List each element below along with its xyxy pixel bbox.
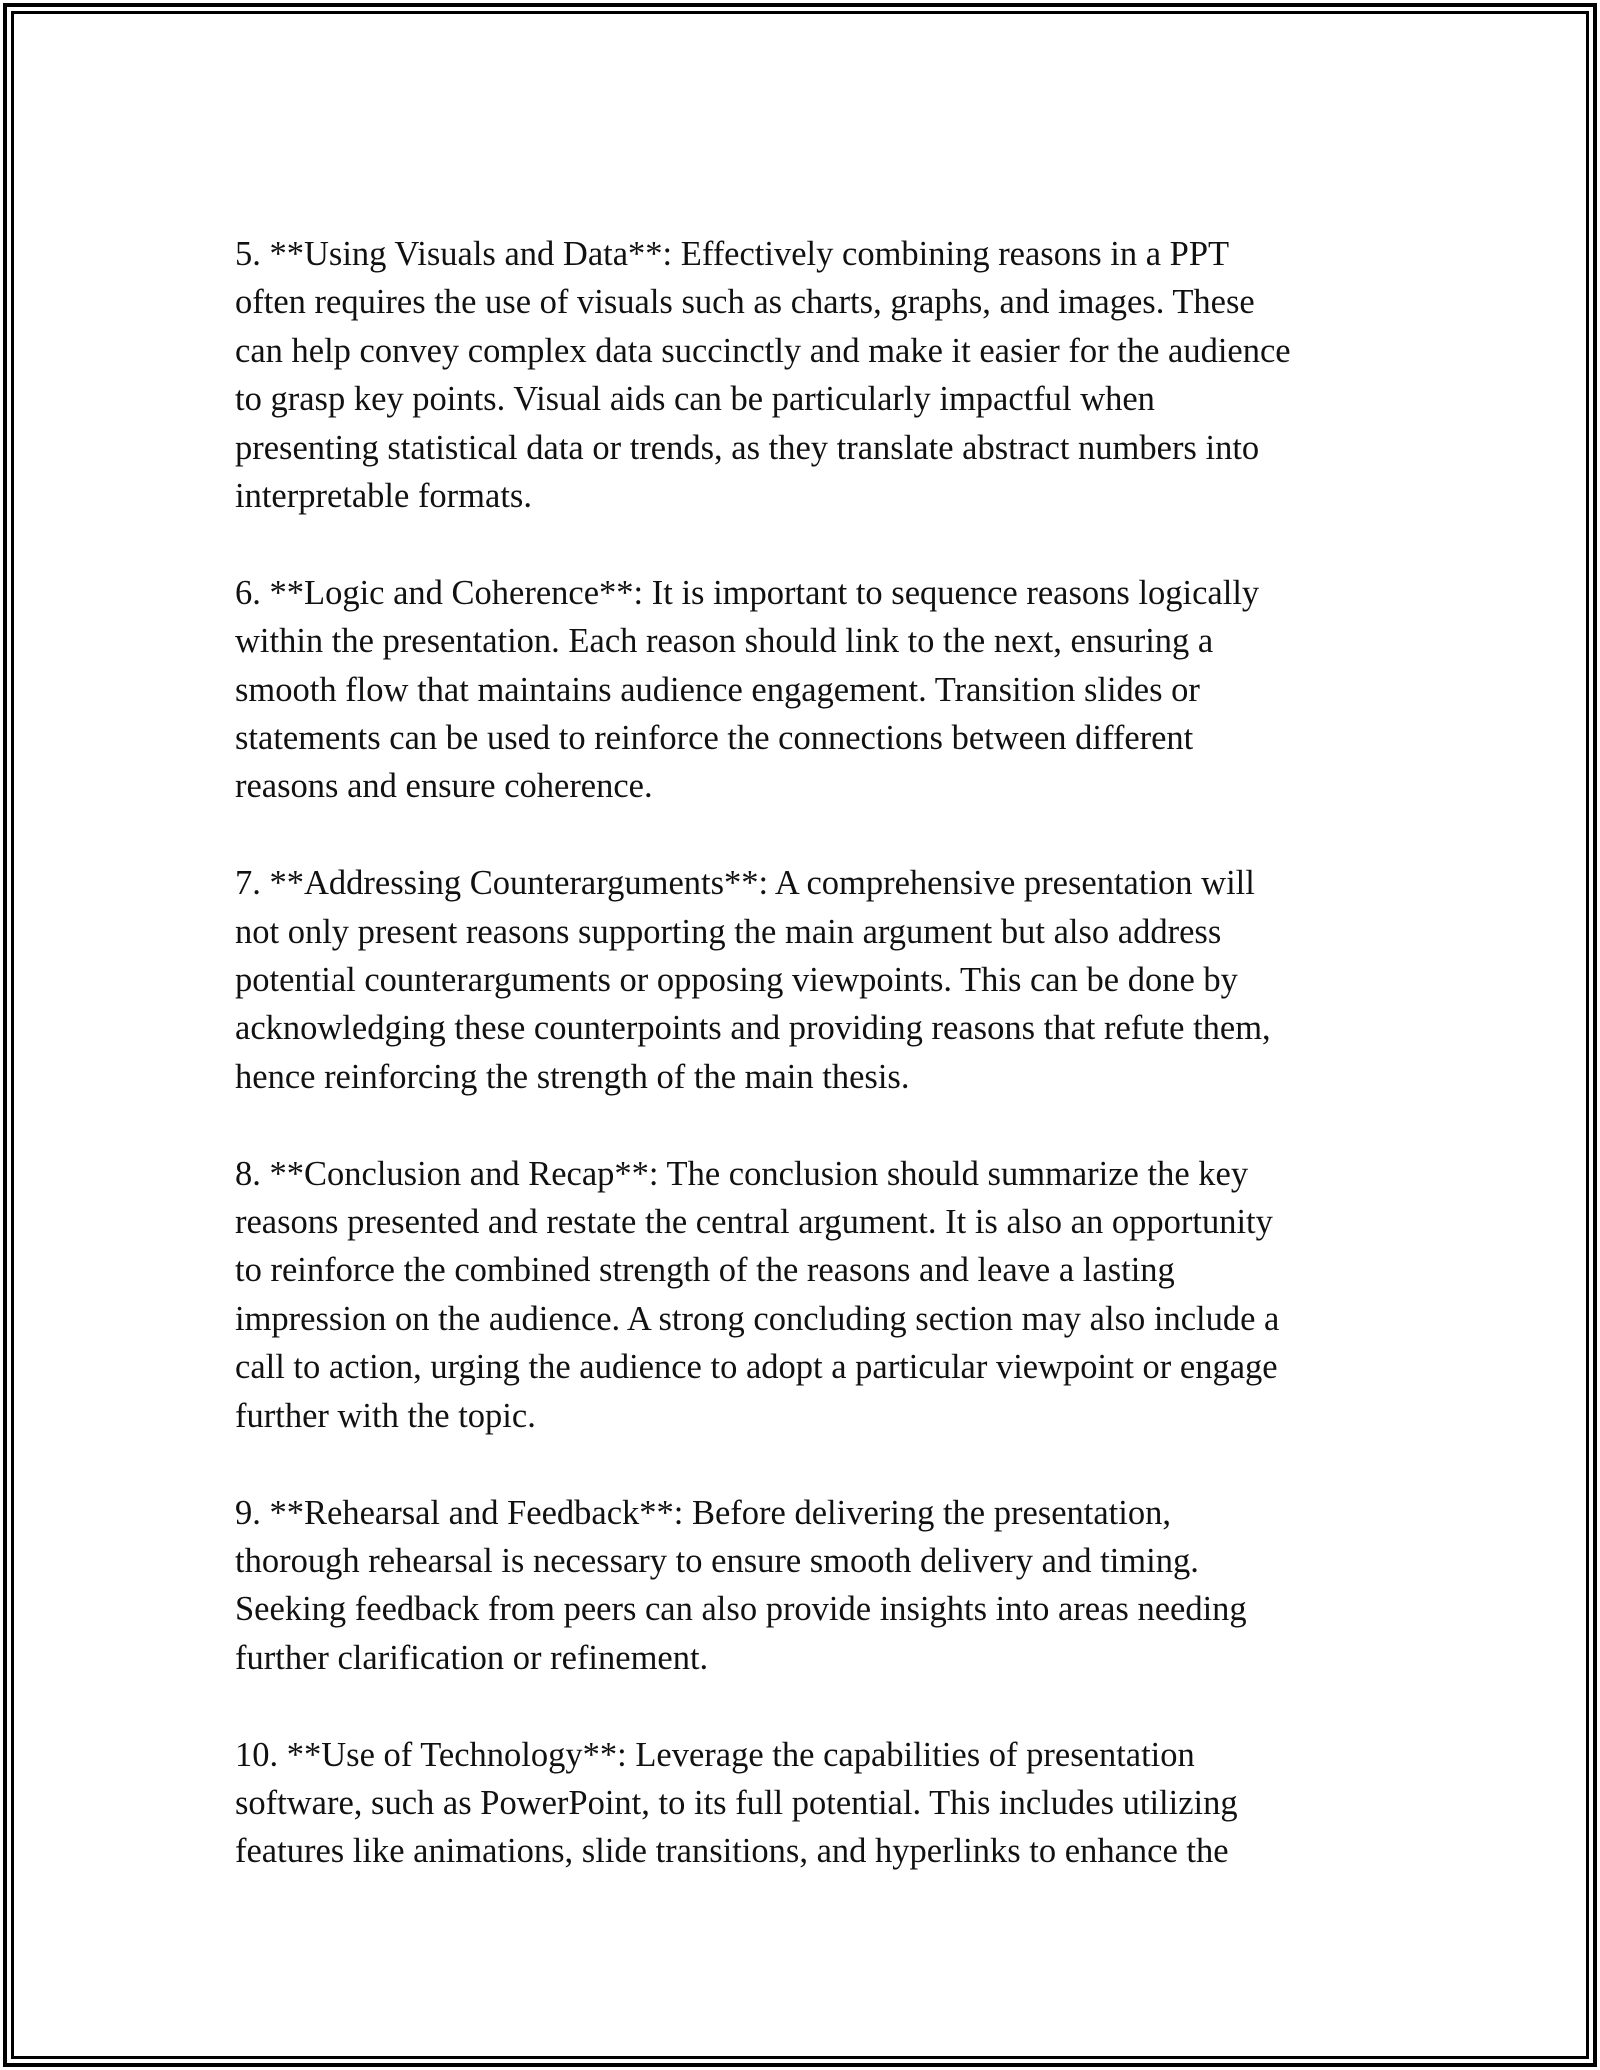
paragraph-logic-and-coherence: 6. **Logic and Coherence**: It is important to sequence reasons logically within the presentation. Each reason should link to the next, ensuring a smooth flow that maintains audience engagement. Transition slides or statements can be used to reinforce the connections between different reasons and ensure coherence. (235, 573, 1260, 806)
paragraph-rehearsal-and-feedback: 9. **Rehearsal and Feedback**: Before delivering the presentation, thorough rehearsal is necessary to ensure smooth delivery and timing. Seeking feedback from peers can also provide insights into areas needing further clarification or refinement. (235, 1493, 1247, 1677)
paragraph-conclusion-and-recap: 8. **Conclusion and Recap**: The conclusion should summarize the key reasons presented and restate the central argument. It is also an opportunity to reinforce the combined strength of the reasons and leave a lasting impression on the audience. A strong concluding section may also include a call to action, urging the audience to adopt a particular viewpoint or engage further with the topic. (235, 1154, 1280, 1435)
paragraph-addressing-counterarguments: 7. **Addressing Counterarguments**: A comprehensive presentation will not only present reasons supporting the main argument but also address potential counterarguments or opposing viewpoints. This can be done by acknowledging these counterpoints and providing reasons that refute them, hence reinforcing the strength of the main thesis. (235, 864, 1271, 1096)
paragraph-use-of-technology: 10. **Use of Technology**: Leverage the capabilities of presentation software, such as PowerPoint, to its full potential. This includes utilizing features like animations, slide transitions, and hyperlinks to enhance the (235, 1735, 1238, 1871)
document-body (235, 230, 1375, 1924)
paragraph-using-visuals-and-data: 5. **Using Visuals and Data**: Effectively combining reasons in a PPT often requires the use of visuals such as charts, graphs, and images. These can help convey complex data succinctly and make it easier for the audience to grasp key points. Visual aids can be particularly impactful when presenting statistical data or trends, as they translate abstract numbers into interpretable formats. (235, 235, 1291, 516)
